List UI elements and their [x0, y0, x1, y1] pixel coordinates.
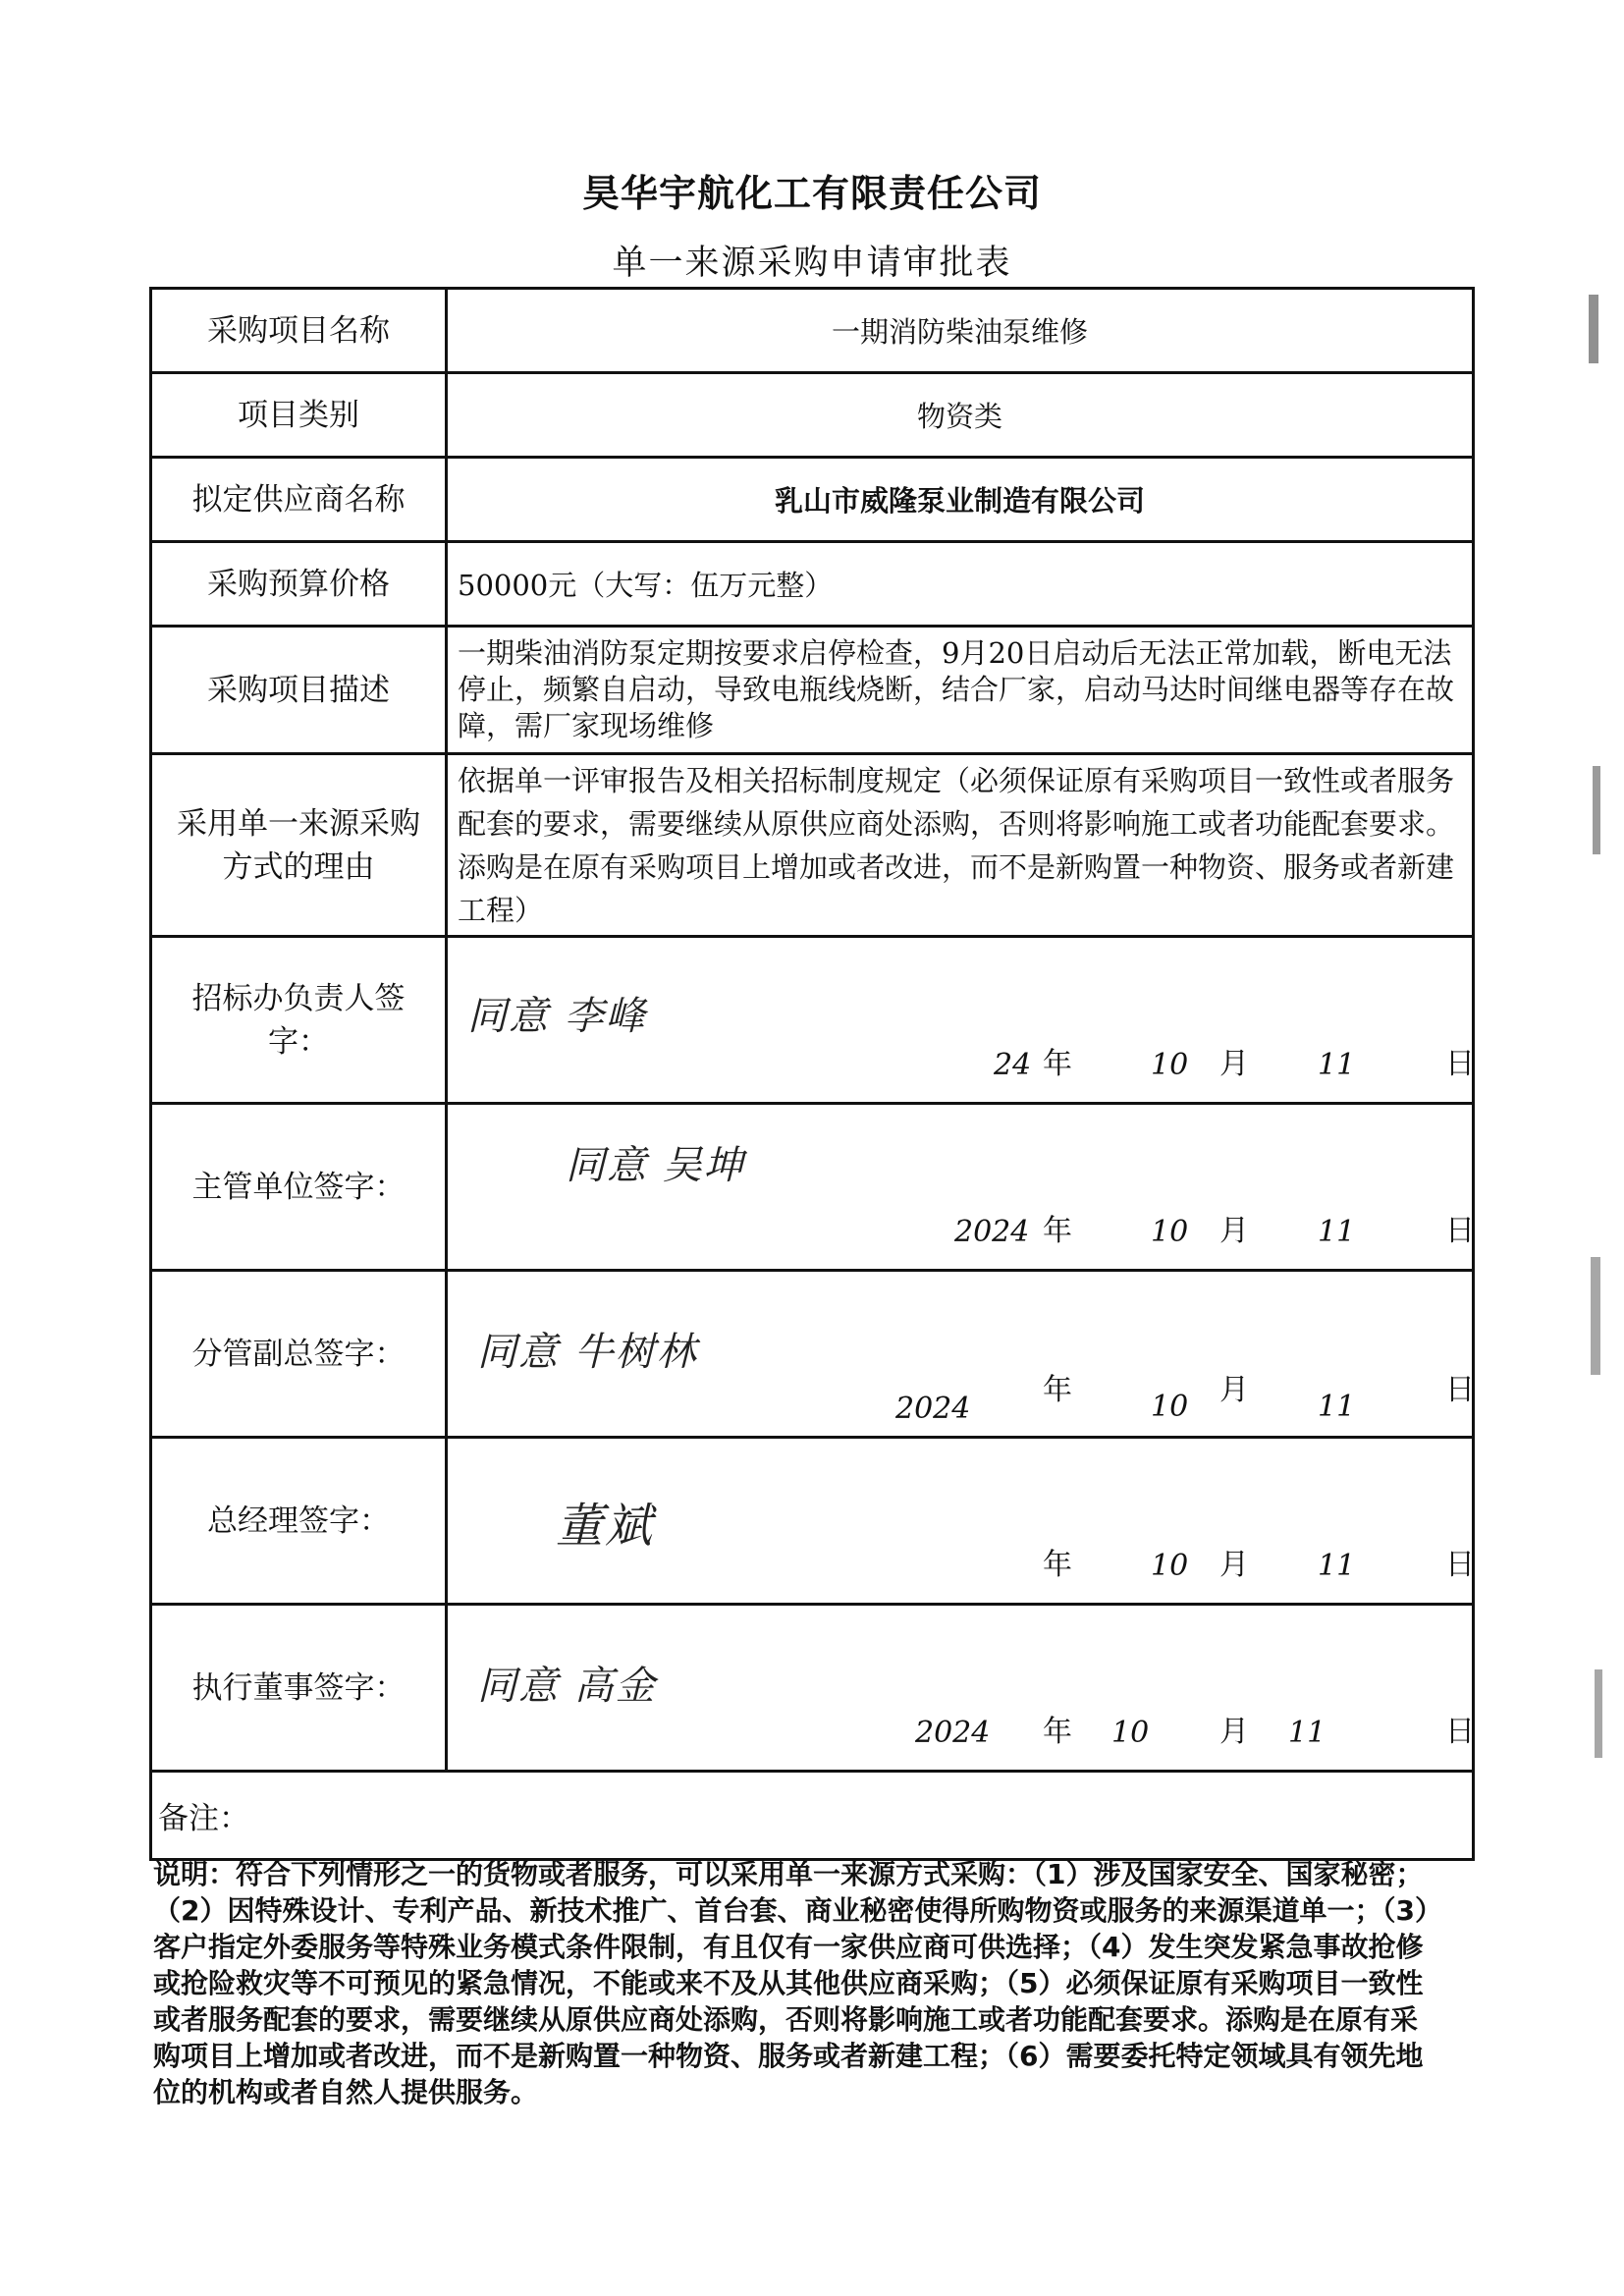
- signature-year: 2024: [954, 1215, 1030, 1249]
- signature-label: 分管副总签字：: [151, 1271, 447, 1438]
- row-signature-vice-president: [151, 1271, 1474, 1438]
- signature-cell: [447, 1438, 1474, 1605]
- row-project-category: [151, 373, 1474, 458]
- day-unit: 日: [1445, 1214, 1475, 1248]
- scan-mark: [1593, 766, 1600, 854]
- project-category-label: 项目类别: [151, 373, 447, 458]
- year-unit: 年: [1043, 1715, 1072, 1749]
- day-unit: 日: [1445, 1548, 1475, 1582]
- scan-mark: [1589, 295, 1598, 363]
- supplier-value: 乳山市威隆泵业制造有限公司: [447, 458, 1474, 542]
- day-unit: 日: [1445, 1715, 1475, 1749]
- signature-month: 10: [1151, 1549, 1189, 1583]
- supplier-label: 拟定供应商名称: [151, 458, 447, 542]
- company-title: 昊华宇航化工有限责任公司: [581, 172, 1042, 215]
- signature-label: 总经理签字：: [151, 1438, 447, 1605]
- signature-label: 主管单位签字：: [151, 1104, 447, 1271]
- scan-mark: [1591, 1257, 1600, 1375]
- signature-month: 10: [1151, 1048, 1189, 1082]
- row-project-name: [151, 289, 1474, 373]
- signature-year: 2024: [895, 1392, 971, 1426]
- year-unit: 年: [1043, 1548, 1072, 1582]
- row-signature-department: [151, 1104, 1474, 1271]
- row-reason: [151, 754, 1474, 937]
- description-value: 一期柴油消防泵定期按要求启停检查，9月20日启动后无法正常加载，断电无法停止，频繁自启动，导致电瓶线烧断，结合厂家，启动马达时间继电器等存在故障，需厂家现场维修: [447, 627, 1474, 754]
- remarks-label: 备注：: [158, 1801, 249, 1836]
- day-unit: 日: [1445, 1373, 1475, 1407]
- month-unit: 月: [1219, 1214, 1249, 1248]
- row-remarks: [151, 1772, 1474, 1860]
- signature-year: 24: [994, 1048, 1032, 1082]
- row-signature-general-manager: [151, 1438, 1474, 1605]
- row-signature-bidding-office: [151, 937, 1474, 1104]
- signature-handwriting: 董斌: [556, 1499, 655, 1554]
- row-supplier: [151, 458, 1474, 542]
- signature-handwriting: 同意 高金: [477, 1664, 657, 1709]
- signature-month: 10: [1151, 1215, 1189, 1249]
- row-signature-executive-director: [151, 1605, 1474, 1772]
- signature-handwriting: 同意 牛树林: [477, 1330, 698, 1375]
- project-name-label: 采购项目名称: [151, 289, 447, 373]
- scan-mark: [1595, 1669, 1602, 1758]
- description-label: 采购项目描述: [151, 627, 447, 754]
- month-unit: 月: [1219, 1715, 1249, 1749]
- explanation-text: 说明：符合下列情形之一的货物或者服务，可以采用单一来源方式采购：（1）涉及国家安全、国家秘密；（2）因特殊设计、专利产品、新技术推广、首台套、商业秘密使得所购物资或服务的来源渠道单一；（3）客户指定外委服务等特殊业务模式条件限制，有且仅有一家供应商可供选择；（4）发生突发紧急事故抢修或抢险救灾等不可预见的紧急情况，不能或来不及从其他供应商采购；（5）必须保证原有采购项目一致性或者服务配套的要求，需要继续从原供应商处添购，否则将影响施工或者功能配套要求。添购是在原有采购项目上增加或者改进，而不是新购置一种物资、服务或者新建工程；（6）需要委托特定领域具有领先地位的机构或者自然人提供服务。: [153, 1858, 1429, 2108]
- signature-cell: [447, 1271, 1474, 1438]
- year-unit: 年: [1043, 1373, 1072, 1407]
- year-unit: 年: [1043, 1214, 1072, 1248]
- month-unit: 月: [1219, 1548, 1249, 1582]
- signature-year: 2024: [915, 1716, 991, 1750]
- budget-label: 采购预算价格: [151, 542, 447, 627]
- project-category-value: 物资类: [447, 373, 1474, 458]
- signature-label: 招标办负责人签字：: [151, 937, 447, 1104]
- signature-handwriting: 同意 吴坤: [566, 1143, 745, 1188]
- month-unit: 月: [1219, 1373, 1249, 1407]
- signature-cell: [447, 937, 1474, 1104]
- signature-cell: [447, 1605, 1474, 1772]
- signature-day: 11: [1318, 1549, 1356, 1583]
- remarks-cell: [151, 1772, 1474, 1860]
- row-description: [151, 627, 1474, 754]
- signature-day: 11: [1318, 1048, 1356, 1082]
- signature-label: 执行董事签字：: [151, 1605, 447, 1772]
- year-unit: 年: [1043, 1047, 1072, 1081]
- signature-handwriting: 同意 李峰: [467, 994, 647, 1039]
- approval-table: [149, 287, 1475, 1861]
- form-title: 单一来源采购申请审批表: [612, 244, 1012, 283]
- signature-month: 10: [1111, 1716, 1150, 1750]
- reason-value: 依据单一评审报告及相关招标制度规定（必须保证原有采购项目一致性或者服务配套的要求，需要继续从原供应商处添购，否则将影响施工或者功能配套要求。添购是在原有采购项目上增加或者改进，而不是新购置一种物资、服务或者新建工程）: [447, 754, 1474, 937]
- project-name-value: 一期消防柴油泵维修: [447, 289, 1474, 373]
- day-unit: 日: [1445, 1047, 1475, 1081]
- signature-day: 11: [1318, 1215, 1356, 1249]
- row-budget: [151, 542, 1474, 627]
- signature-day: 11: [1288, 1716, 1326, 1750]
- signature-cell: [447, 1104, 1474, 1271]
- budget-value: 50000元（大写：伍万元整）: [447, 542, 1474, 627]
- reason-label: 采用单一来源采购方式的理由: [151, 754, 447, 937]
- month-unit: 月: [1219, 1047, 1249, 1081]
- signature-day: 11: [1318, 1390, 1356, 1424]
- signature-month: 10: [1151, 1390, 1189, 1424]
